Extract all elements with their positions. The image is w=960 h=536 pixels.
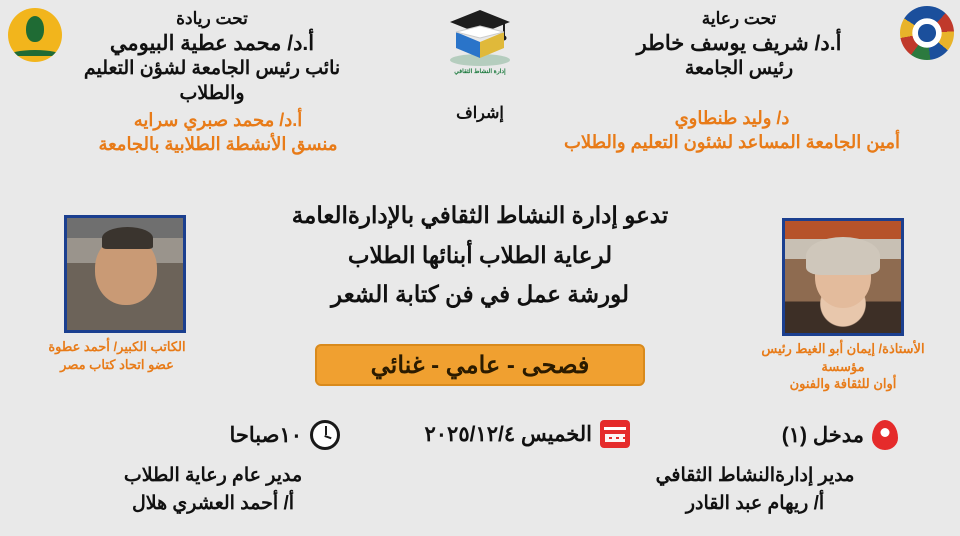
coordinator-name: أ.د/ محمد صبري سرايه: [133, 110, 303, 130]
invitation-line-1: تدعو إدارة النشاط الثقافي بالإدارةالعامة: [291, 202, 669, 228]
graduation-book-emblem-icon: [425, 4, 535, 76]
guest-caption-man: [22, 338, 212, 373]
location-pin-icon: [872, 420, 898, 450]
guest-woman-org: أوان للثقافة والفنون: [789, 376, 897, 392]
event-details-row: [0, 414, 960, 460]
invitation-text: [220, 196, 740, 315]
footer-signature-left: [48, 462, 378, 517]
leadership-block: [62, 8, 362, 107]
invitation-line-2: لرعاية الطلاب أبنائها الطلاب: [347, 241, 613, 268]
event-date: [425, 420, 631, 448]
guest-caption-woman: [748, 340, 938, 393]
patronage-title: رئيس الجامعة: [684, 58, 794, 80]
event-time-text: ١٠صباحا: [229, 423, 302, 447]
workshop-genres-badge: فصحى - عامي - غنائي: [315, 344, 645, 386]
leadership-name: أ.د/ محمد عطية البيومي: [109, 32, 315, 56]
supervision-label: إشراف: [456, 105, 504, 122]
footer-left-name: أ/ أحمد العشري هلال: [131, 492, 295, 514]
event-time: [229, 420, 340, 450]
supervision-block: [418, 104, 543, 125]
patronage-label: تحت رعاية: [701, 9, 777, 28]
secretary-block: [552, 106, 912, 155]
cultural-activity-logo: [8, 8, 62, 62]
secretary-title: أمين الجامعة المساعد لشئون التعليم والطلاب: [563, 132, 901, 153]
event-place-text: مدخل (١): [781, 423, 864, 447]
leadership-label: تحت ريادة: [176, 9, 248, 28]
patronage-block: [574, 8, 904, 82]
patronage-name: أ.د/ شريف يوسف خاطر: [636, 32, 842, 56]
guest-man-name: الكاتب الكبير/ أحمد عطوة: [48, 339, 186, 354]
guest-man-org: عضو اتحاد كتاب مصر: [60, 356, 174, 372]
footer-right-name: أ/ ريهام عبد القادر: [685, 492, 825, 514]
event-place: [782, 420, 898, 450]
footer-left-title: مدير عام رعاية الطلاب: [123, 465, 303, 486]
footer-signature-right: [590, 462, 920, 517]
footer-right-title: مدير إدارةالنشاط الثقافي: [655, 465, 855, 486]
guest-woman-name: الأستاذة/ إيمان أبو الغيط رئيس مؤسسة: [761, 341, 925, 374]
secretary-name: د/ وليد طنطاوي: [674, 108, 790, 128]
clock-icon: [310, 420, 340, 450]
leadership-title: نائب رئيس الجامعة لشؤن التعليم والطلاب: [83, 58, 341, 105]
coordinator-title: منسق الأنشطة الطلابية بالجامعة: [98, 134, 338, 155]
emblem-caption: إدارة النشاط الثقافي: [454, 69, 506, 75]
calendar-icon: [600, 420, 630, 448]
event-date-text: الخميس ٢٠٢٥/١٢/٤: [424, 422, 592, 446]
guest-photo-man: [64, 215, 186, 333]
coordinator-block: [58, 108, 378, 157]
guest-photo-woman: [782, 218, 904, 336]
poster-footer: [0, 458, 960, 528]
university-logo: [900, 6, 954, 60]
invitation-line-3: لورشة عمل في فن كتابة الشعر: [331, 281, 629, 308]
poster-header: [0, 0, 960, 170]
